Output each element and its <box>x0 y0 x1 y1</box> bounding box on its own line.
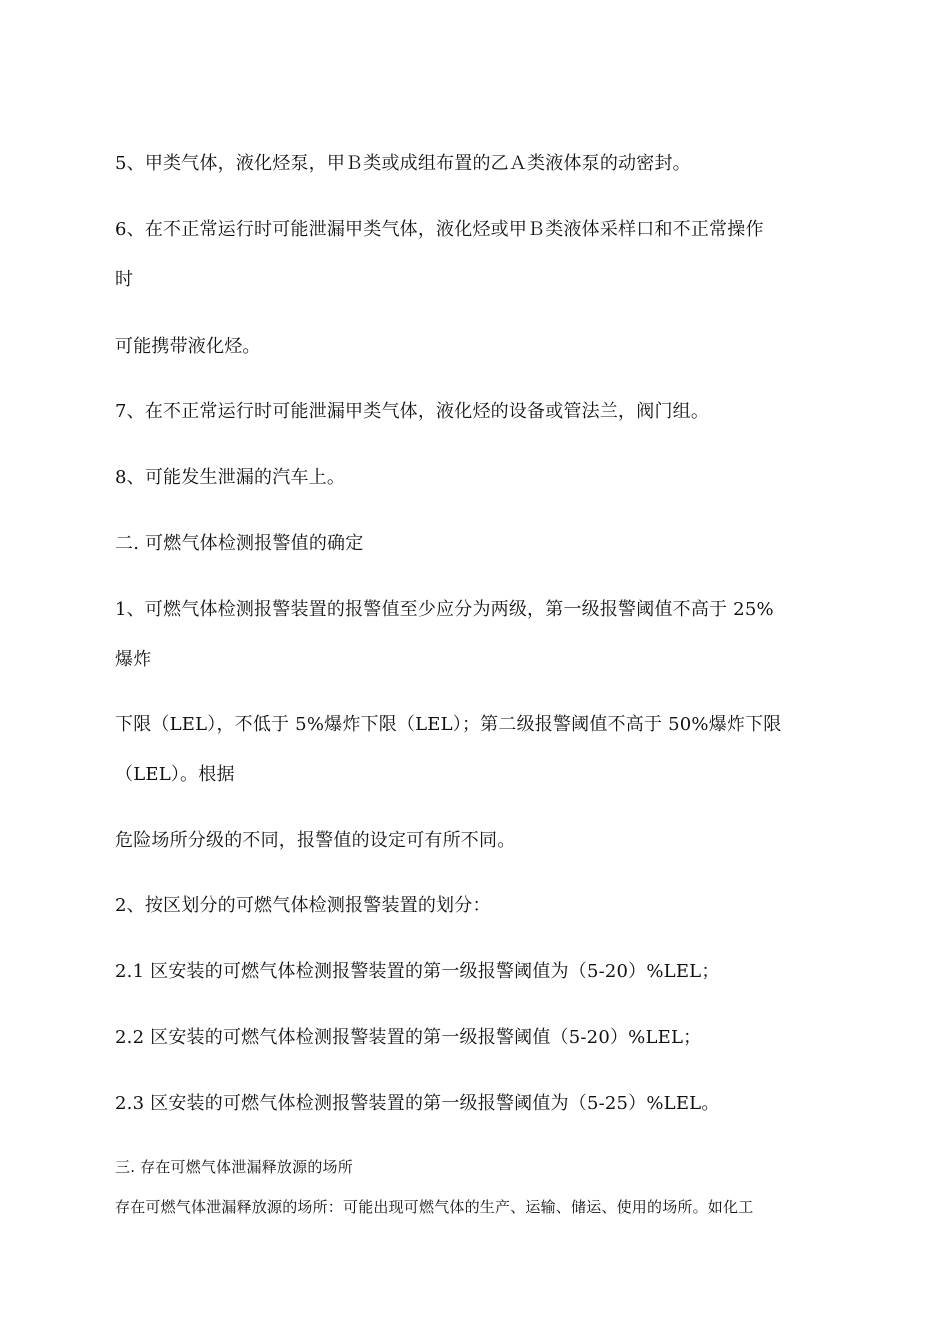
paragraph-alarm-1-continued: 爆炸 <box>115 649 152 670</box>
section-heading-2: 二. 可燃气体检测报警值的确定 <box>115 533 364 554</box>
paragraph-item-6-end: 可能携带液化烃。 <box>115 336 261 357</box>
paragraph-item-8: 8、可能发生泄漏的汽车上。 <box>115 467 346 488</box>
list-item-zone-1: 2.1 区安装的可燃气体检测报警装置的第一级报警阈值为（5-20）%LEL； <box>115 961 720 982</box>
paragraph-alarm-1-lel-continued: （LEL）。根据 <box>115 764 235 785</box>
list-item-zone-3: 2.3 区安装的可燃气体检测报警装置的第一级报警阈值为（5-25）%LEL。 <box>115 1093 720 1114</box>
paragraph-item-6: 6、在不正常运行时可能泄漏甲类气体，液化烃或甲Ｂ类液体采样口和不正常操作 <box>115 219 764 240</box>
paragraph-alarm-2: 2、按区划分的可燃气体检测报警装置的划分： <box>115 895 491 916</box>
section-heading-3: 三. 存在可燃气体泄漏释放源的场所 <box>115 1158 353 1176</box>
paragraph-item-7: 7、在不正常运行时可能泄漏甲类气体，液化烃的设备或管法兰，阀门组。 <box>115 401 710 422</box>
list-item-zone-2: 2.2 区安装的可燃气体检测报警装置的第一级报警阈值（5-20）%LEL； <box>115 1027 702 1048</box>
paragraph-alarm-1: 1、可燃气体检测报警装置的报警值至少应分为两级，第一级报警阈值不高于 25% <box>115 599 774 620</box>
paragraph-alarm-1-end: 危险场所分级的不同，报警值的设定可有所不同。 <box>115 830 516 851</box>
paragraph-alarm-1-lel: 下限（LEL），不低于 5%爆炸下限（LEL）；第二级报警阈值不高于 50%爆炸下限 <box>115 714 782 735</box>
paragraph-item-5: 5、甲类气体，液化烃泵，甲Ｂ类或成组布置的乙Ａ类液体泵的动密封。 <box>115 153 691 174</box>
paragraph-release-source: 存在可燃气体泄漏释放源的场所：可能出现可燃气体的生产、运输、储运、使用的场所。如化工 <box>115 1198 754 1216</box>
paragraph-item-6-continued: 时 <box>115 269 134 290</box>
